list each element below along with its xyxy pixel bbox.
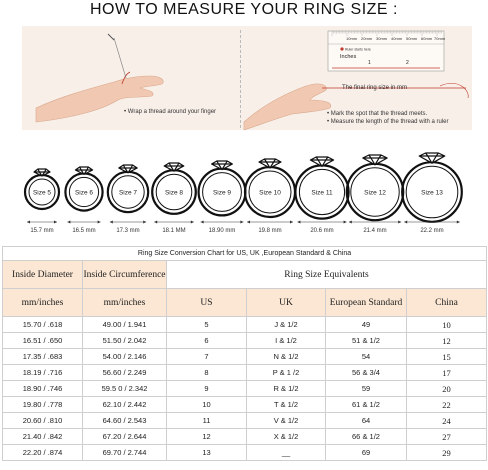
header-inside-diameter: Inside Diameter (3, 261, 83, 289)
cell-diameter: 19.80 / .778 (3, 397, 83, 413)
cell-china: 29 (407, 445, 487, 461)
arrow-head (297, 221, 300, 224)
ring-size-label: Size 11 (311, 189, 333, 197)
arrow-head (98, 221, 101, 224)
table-caption: Ring Size Conversion Chart for US, UK ,European Standard & China (3, 247, 487, 261)
cell-circumference: 67.20 / 2.644 (83, 429, 167, 445)
cell-china: 17 (407, 365, 487, 381)
ruler-mm-label: 70mm (434, 36, 446, 41)
ring-diameter-label: 22.2 mm (420, 228, 444, 234)
header-ring-size-equivalents: Ring Size Equivalents (167, 261, 487, 289)
arrow-head (290, 221, 293, 224)
cell-uk: R & 1/2 (247, 381, 326, 397)
page-title: HOW TO MEASURE YOUR RING SIZE : (90, 1, 398, 18)
arrow-head (110, 221, 113, 224)
step-2-caption: • Mark the spot that the thread meets. (327, 111, 428, 117)
step-1-caption: • Wrap a thread around your finger (124, 109, 217, 115)
ring-diameter-label: 16.5 mm (72, 228, 96, 234)
table-row (3, 365, 487, 381)
cell-uk: X & 1/2 (247, 429, 326, 445)
arrow-head (154, 221, 157, 224)
ring-size-label: Size 9 (212, 189, 232, 197)
arrow-head (457, 221, 460, 224)
cell-circumference: 51.50 / 2.042 (83, 333, 167, 349)
table-row (3, 317, 487, 333)
ring-size-label: Size 13 (421, 189, 443, 197)
cell-uk: P & 1 /2 (247, 365, 326, 381)
cell-circumference: 64.60 / 2.543 (83, 413, 167, 429)
arrow-head (349, 221, 352, 224)
table-row (3, 397, 487, 413)
ring-size-11 (295, 157, 348, 234)
diamond-icon (164, 163, 184, 171)
cell-eu: 66 & 1/2 (326, 429, 407, 445)
ruler-inch-label: 2 (406, 60, 409, 66)
cell-china: 27 (407, 429, 487, 445)
ring-size-label: Size 10 (259, 189, 281, 197)
table-row (3, 349, 487, 365)
cell-china: 22 (407, 397, 487, 413)
cell-eu: 51 & 1/2 (326, 333, 407, 349)
cell-circumference: 56.60 / 2.249 (83, 365, 167, 381)
ring-size-8 (152, 163, 196, 234)
header-european-standard: European Standard (326, 289, 407, 317)
cell-uk: __ (247, 445, 326, 461)
cell-us: 10 (167, 397, 247, 413)
ruler-start-note: Ruler starts here (345, 47, 371, 52)
cell-eu: 64 (326, 413, 407, 429)
ring-size-label: Size 6 (74, 189, 94, 197)
cell-us: 5 (167, 317, 247, 333)
ruler-caption: The final ring size in mm (342, 85, 408, 91)
ruler-mm-label: 40mm (391, 36, 403, 41)
cell-circumference: 54.00 / 2.146 (83, 349, 167, 365)
arrow-head (143, 221, 146, 224)
cell-uk: V & 1/2 (247, 413, 326, 429)
ring-size-label: Size 8 (164, 189, 184, 197)
ruler-mm-label: 20mm (361, 36, 373, 41)
ring-diameter-label: 20.6 mm (310, 228, 334, 234)
header-uk: UK (247, 289, 326, 317)
ring-size-conversion-table (2, 246, 487, 461)
ring-diameter-label: 15.7 mm (30, 228, 54, 234)
cell-eu: 56 & 3/4 (326, 365, 407, 381)
ring-size-diagram (0, 140, 488, 240)
arrow-head (27, 221, 30, 224)
ruler-units-label: Inches (340, 54, 357, 60)
cell-us: 11 (167, 413, 247, 429)
cell-eu: 54 (326, 349, 407, 365)
cell-circumference: 69.70 / 2.744 (83, 445, 167, 461)
cell-circumference: 62.10 / 2.442 (83, 397, 167, 413)
cell-uk: I & 1/2 (247, 333, 326, 349)
cell-china: 10 (407, 317, 487, 333)
cell-us: 8 (167, 365, 247, 381)
cell-eu: 69 (326, 445, 407, 461)
header-us: US (167, 289, 247, 317)
ring-size-12 (347, 155, 403, 234)
cell-diameter: 20.60 / .810 (3, 413, 83, 429)
diamond-icon (119, 165, 137, 173)
cell-eu: 61 & 1/2 (326, 397, 407, 413)
cell-china: 20 (407, 381, 487, 397)
ruler-mm-label: 30mm (376, 36, 388, 41)
header-china: China (407, 289, 487, 317)
cell-china: 24 (407, 413, 487, 429)
ring-size-13 (402, 153, 462, 234)
table-row (3, 445, 487, 461)
arrow-head (191, 221, 194, 224)
cell-china: 15 (407, 349, 487, 365)
cell-diameter: 18.19 / .716 (3, 365, 83, 381)
cell-us: 6 (167, 333, 247, 349)
header-mm-inches: mm/inches (83, 289, 167, 317)
diamond-icon (363, 155, 387, 165)
diamond-icon (212, 161, 233, 170)
header-mm-inches: mm/inches (3, 289, 83, 317)
cell-china: 12 (407, 333, 487, 349)
ring-size-7 (108, 165, 148, 234)
ring-size-label: Size 7 (118, 189, 138, 197)
ring-size-9 (199, 161, 246, 234)
ruler-mm-label: 10mm (346, 36, 358, 41)
header-inside-circumference: Inside Circumference (83, 261, 167, 289)
step-3-caption: • Measure the length of the thread with a ruler (327, 119, 449, 125)
ring-size-10 (245, 159, 295, 234)
diamond-icon (419, 153, 445, 163)
cell-diameter: 17.35 / .683 (3, 349, 83, 365)
arrow-head (67, 221, 70, 224)
ring-diameter-label: 19.8 mm (258, 228, 282, 234)
cell-uk: T & 1/2 (247, 397, 326, 413)
cell-diameter: 22.20 / .874 (3, 445, 83, 461)
table-row (3, 381, 487, 397)
cell-diameter: 21.40 / .842 (3, 429, 83, 445)
arrow-head (404, 221, 407, 224)
table-row (3, 413, 487, 429)
cell-uk: J & 1/2 (247, 317, 326, 333)
ring-size-6 (65, 167, 102, 234)
ring-diameter-label: 17.3 mm (116, 228, 140, 234)
ruler-mm-label: 50mm (406, 36, 418, 41)
ruler-inch-label: 1 (368, 60, 371, 66)
ring-size-label: Size 5 (32, 189, 52, 197)
arrow-head (398, 221, 401, 224)
thread-mark-dot (340, 47, 343, 50)
ring-diameter-label: 18.90 mm (208, 228, 236, 234)
cell-eu: 49 (326, 317, 407, 333)
ring-diameter-label: 18.1 MM (162, 228, 186, 234)
cell-uk: N & 1/2 (247, 349, 326, 365)
cell-us: 9 (167, 381, 247, 397)
diamond-icon (310, 157, 333, 166)
cell-us: 12 (167, 429, 247, 445)
table-row (3, 333, 487, 349)
ring-size-label: Size 12 (364, 189, 386, 197)
ring-diameter-label: 21.4 mm (363, 228, 387, 234)
diamond-icon (259, 159, 281, 168)
arrow-head (201, 221, 204, 224)
arrow-head (54, 221, 57, 224)
cell-us: 7 (167, 349, 247, 365)
cell-circumference: 59.5 0 / 2.342 (83, 381, 167, 397)
cell-diameter: 16.51 / .650 (3, 333, 83, 349)
cell-eu: 59 (326, 381, 407, 397)
ring-size-5 (25, 169, 59, 234)
cell-circumference: 49.00 / 1.941 (83, 317, 167, 333)
arrow-head (240, 221, 243, 224)
cell-diameter: 15.70 / .618 (3, 317, 83, 333)
ruler-illustration (328, 31, 444, 73)
arrow-head (247, 221, 250, 224)
table-row (3, 429, 487, 445)
cell-us: 13 (167, 445, 247, 461)
cell-diameter: 18.90 / .746 (3, 381, 83, 397)
ruler-mm-label: 60mm (421, 36, 433, 41)
arrow-head (344, 221, 347, 224)
